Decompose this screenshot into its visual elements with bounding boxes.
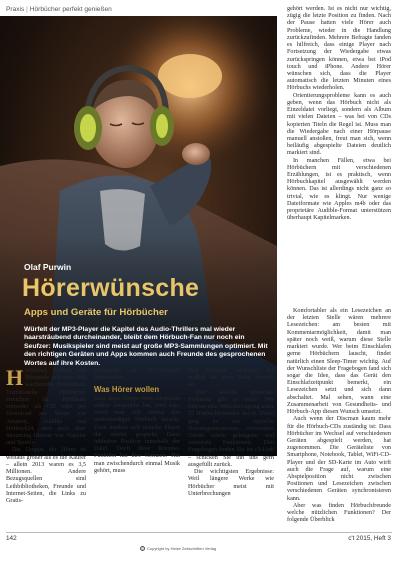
paragraph: Die Gruppe der Hörer ist weitaus größer als es die Käufer – allein 2013 waren es 3,5 Millionen. Andere Bezugsquellen sind Leihbibliotheken, Freunde und Internet-Seiten, die Links zu Gratis- [6, 447, 86, 504]
issue-label: c't 2015, Heft 3 [348, 535, 391, 542]
headphone-right-inner [156, 114, 168, 138]
author-name: Olaf Purwin [24, 262, 72, 272]
headphone-left-inner [80, 114, 96, 142]
person-hand [182, 143, 210, 165]
article-title: Hörerwünsche [22, 274, 200, 302]
column-c [188, 368, 274, 498]
paragraph: Dass diese Gruppe beim Abspielen andere Ansprüche hat, wird klar, wenn man sich einmal den mehrstündigen Hörbuch lauscht. Zwar merken sich manche Player die zuletzt gespielte Datei inklusive Position innerhalb der Datei. Doch diese Resume-Funktion hat ihre Grenzen: Hat man zwischendurch einmal Musik gehört, muss [94, 395, 180, 474]
paragraph: gehört werden. Ist es nicht nur wichtig, zügig die letzte Position zu finden. Nach der Pause hatten viele Hörer auch Probleme, wieder in die Handlung zurückzufinden. Mehrere Befragte fanden es hilfreich, dass einige Player nach Fortsetzung der Wiedergabe etwas zurückspringen können, etwa bei iPod touch und iPhone. Andere Hörer wünschen sich, dass die Player automatisch die letzten Minuten eines Hörbuchs wiederholen. [287, 6, 391, 92]
copyright-notice [140, 546, 216, 551]
paragraph: Orientierungsprobleme kann es auch geben, wenn das Hörbuch nicht als Einzeldatei vorliegt, sondern als Album mit vielen Dateien – was bei von CDs kopierten Titeln die Regel ist. Muss man die Wiedergabe nach einer Hörpause manuell anstoßen, freut man sich, wenn beiläufig abgespielte Dateien deutlich markiert sind. [287, 92, 391, 157]
article-lead: Würfelt der MP3-Player die Kapitel des Audio-Thrillers mal wieder haarsträubend durcheinander, bleibt dem Hörbuch-Fan nur noch ein Seufzer: Musikspieler sind meist auf große MP3-Sammlungen optimiert. Mit den richtigen Geräten und Apps kommen auch Freunde des gesprochenen Wortes auf ihre Kosten. [24, 326, 268, 367]
drop-cap: H [6, 365, 24, 390]
column-right-top [287, 6, 391, 223]
paragraph: Aber welche typischen Probleme gibt es noch? Wir führten eine Mini-Befragung unter 25 Hörbuchfreunden durch. Dabei ging es um typische Nutzungssituationen, verwendete Geräte sowie gelungene und vermisste Funktionen. Den Fragebogen finden Sie im c't-Link – schicken Sie ihn uns gern ausgefüllt zurück. [188, 389, 274, 468]
paragraph: Hörspielen als MP3-Dateien bereitstellen. [94, 368, 180, 382]
article-subtitle: Apps und Geräte für Hörbücher [24, 307, 168, 318]
page-number: 142 [6, 535, 17, 542]
paragraph: In manchen Fällen, etwa bei Hörbüchern mit verschiedenen Erzählungen, ist es praktisch, wenn Hörbuchkapitel ausgewählt werden können. Das ist allerdings nicht ganz so trivial, wie es klingt. Nur wenige Dateiformate wie Apples m4b oder das proprietäre Audible-Format unterstützen überhaupt Kapitelmarken. [287, 157, 391, 222]
column-b [94, 368, 180, 475]
column-right-bottom [287, 308, 391, 525]
section-header [6, 6, 112, 13]
section-label: Praxis [6, 6, 25, 13]
footer-divider [6, 532, 392, 533]
paragraph-with-dropcap [6, 365, 86, 447]
section-topic: Hörbücher perfekt genießen [29, 6, 112, 13]
copyright-icon: © [141, 547, 144, 552]
paragraph: Komfortabler als ein Lesezeichen an der letzten Stelle wären mehrere Lesezeichen: am besten mit Kommentarmöglichkeit, damit man später noch weiß, warum diese Stelle markiert wurde. Wer beim Einschlafen gerne Hörbüchern lauscht, findet natürlich einen Sleep-Timer wichtig. Auf der Wunschliste der Fragebogen fand sich sogar die Idee, dass das Gerät den Einschlafzeitpunkt bemerkt, ein Lesezeichen setzt und sich dann abschaltet. Mal sehen, wann eine Zusammenarbeit von Gesundheits- und Hörbuch-App diesen Wunsch umsetzt. [287, 308, 391, 416]
paragraph: Auch wenn der Discman kaum mehr für die Hörbuch-CDs zuständig ist: Dass Hörbücher im Wechsel auf verschiedenen Geräten abgespielt werden, hat zugenommen. Die Geräteliste von Smartphone, Notebook, Tablet, WiFi-CD-Player und der SD-Karte im Auto wirft auch die Frage auf, warum eine Abspielposition nicht zwischen Positionen und Lesezeichen zwischen verschiedenen Geräten synchronisieren kann. [287, 416, 391, 502]
header-separator: | [26, 6, 30, 13]
column-a [6, 365, 86, 505]
section-heading: Was Hörer wollen [94, 385, 160, 395]
paragraph-text: örbücher, Podcast und Hörspiele erfreuen sich wachsender Beliebtheit. Traditionelle Hörbücher erreichen ihr Publikum entweder als CD oder per Download aus Shops wie Amazon, Audible und Hörbuch24, aber auch über Streaming-Dienste wie Napster und Spotify. [6, 368, 86, 447]
paragraph: Die wichtigsten Ergebnisse: Weil längere Werke wie Hörbücher meist mit Unterbrechungen [188, 469, 274, 497]
paragraph: Aber was finden Hörbuchfreunde welche nützlichen Funktionen? Der folgende Überblick [287, 502, 391, 524]
copyright-text: Copyright by Heise Zeitschriften Verlag [147, 546, 217, 551]
lamp-shade [158, 54, 222, 98]
paragraph: man mühsam vorspulen, bis endlich die letzte Stelle erreicht ist. [188, 368, 274, 389]
